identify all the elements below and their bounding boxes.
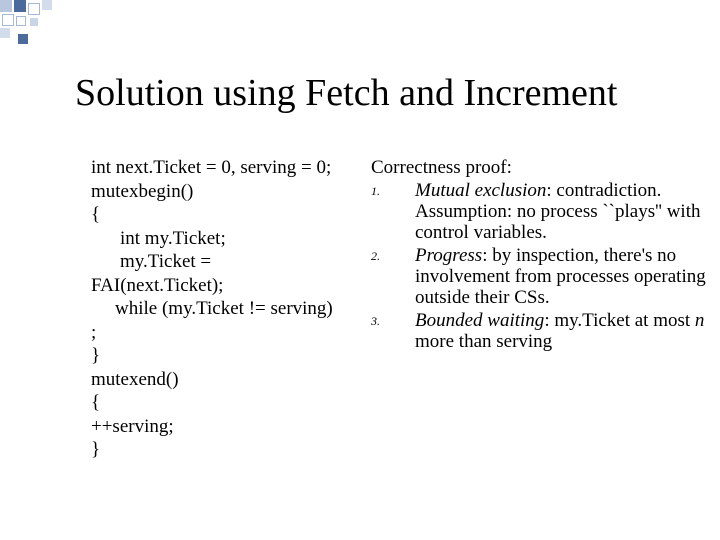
proof-item-text: : my.Ticket at most xyxy=(544,309,695,331)
proof-item-term: Mutual exclusion xyxy=(415,179,547,201)
slide-title: Solution using Fetch and Increment xyxy=(75,72,618,114)
proof-item-variable: n xyxy=(694,309,705,331)
corner-square-icon xyxy=(16,16,26,26)
corner-square-icon xyxy=(30,18,38,26)
proof-item xyxy=(371,245,711,308)
code-line: ; xyxy=(91,321,97,343)
code-line: mutexend() xyxy=(91,368,179,390)
code-line: } xyxy=(91,345,101,366)
proof-item-number: 3. xyxy=(371,313,380,328)
corner-square-icon xyxy=(18,34,28,44)
code-line: while (my.Ticket != serving) xyxy=(115,298,333,319)
proof-item-term: Bounded waiting xyxy=(415,309,545,331)
code-line: ++serving; xyxy=(91,415,174,437)
proof-heading: Correctness proof: xyxy=(371,157,512,178)
proof-item xyxy=(371,310,711,352)
proof-item-text: : by inspection, there's no involvement from processes operating outside their CSs. xyxy=(415,244,706,308)
proof-item-number: 2. xyxy=(371,248,380,263)
proof-item-number: 1. xyxy=(371,183,380,198)
code-line: int next.Ticket = 0, serving = 0; xyxy=(91,157,332,178)
code-line: FAI(next.Ticket); xyxy=(91,274,224,296)
corner-square-icon xyxy=(42,0,52,10)
code-line: { xyxy=(91,392,101,413)
code-line: mutexbegin() xyxy=(91,180,194,202)
proof-item-text: more than serving xyxy=(415,330,553,352)
corner-square-icon xyxy=(0,28,10,38)
code-line: int my.Ticket; xyxy=(120,227,226,249)
code-line: { xyxy=(91,204,101,225)
proof-item-text: : contradiction. Assumption: no process ``plays'' with control variables. xyxy=(415,179,701,243)
proof-section xyxy=(371,156,711,354)
corner-square-icon xyxy=(14,0,26,12)
proof-list xyxy=(371,180,711,352)
corner-square-icon xyxy=(0,0,12,12)
code-line: my.Ticket = xyxy=(120,251,212,272)
corner-square-icon xyxy=(2,14,14,26)
proof-item xyxy=(371,180,711,243)
corner-decoration xyxy=(0,0,70,50)
proof-item-term: Progress xyxy=(415,244,483,266)
corner-square-icon xyxy=(28,3,40,15)
code-block xyxy=(91,156,361,462)
code-line: } xyxy=(91,439,101,460)
